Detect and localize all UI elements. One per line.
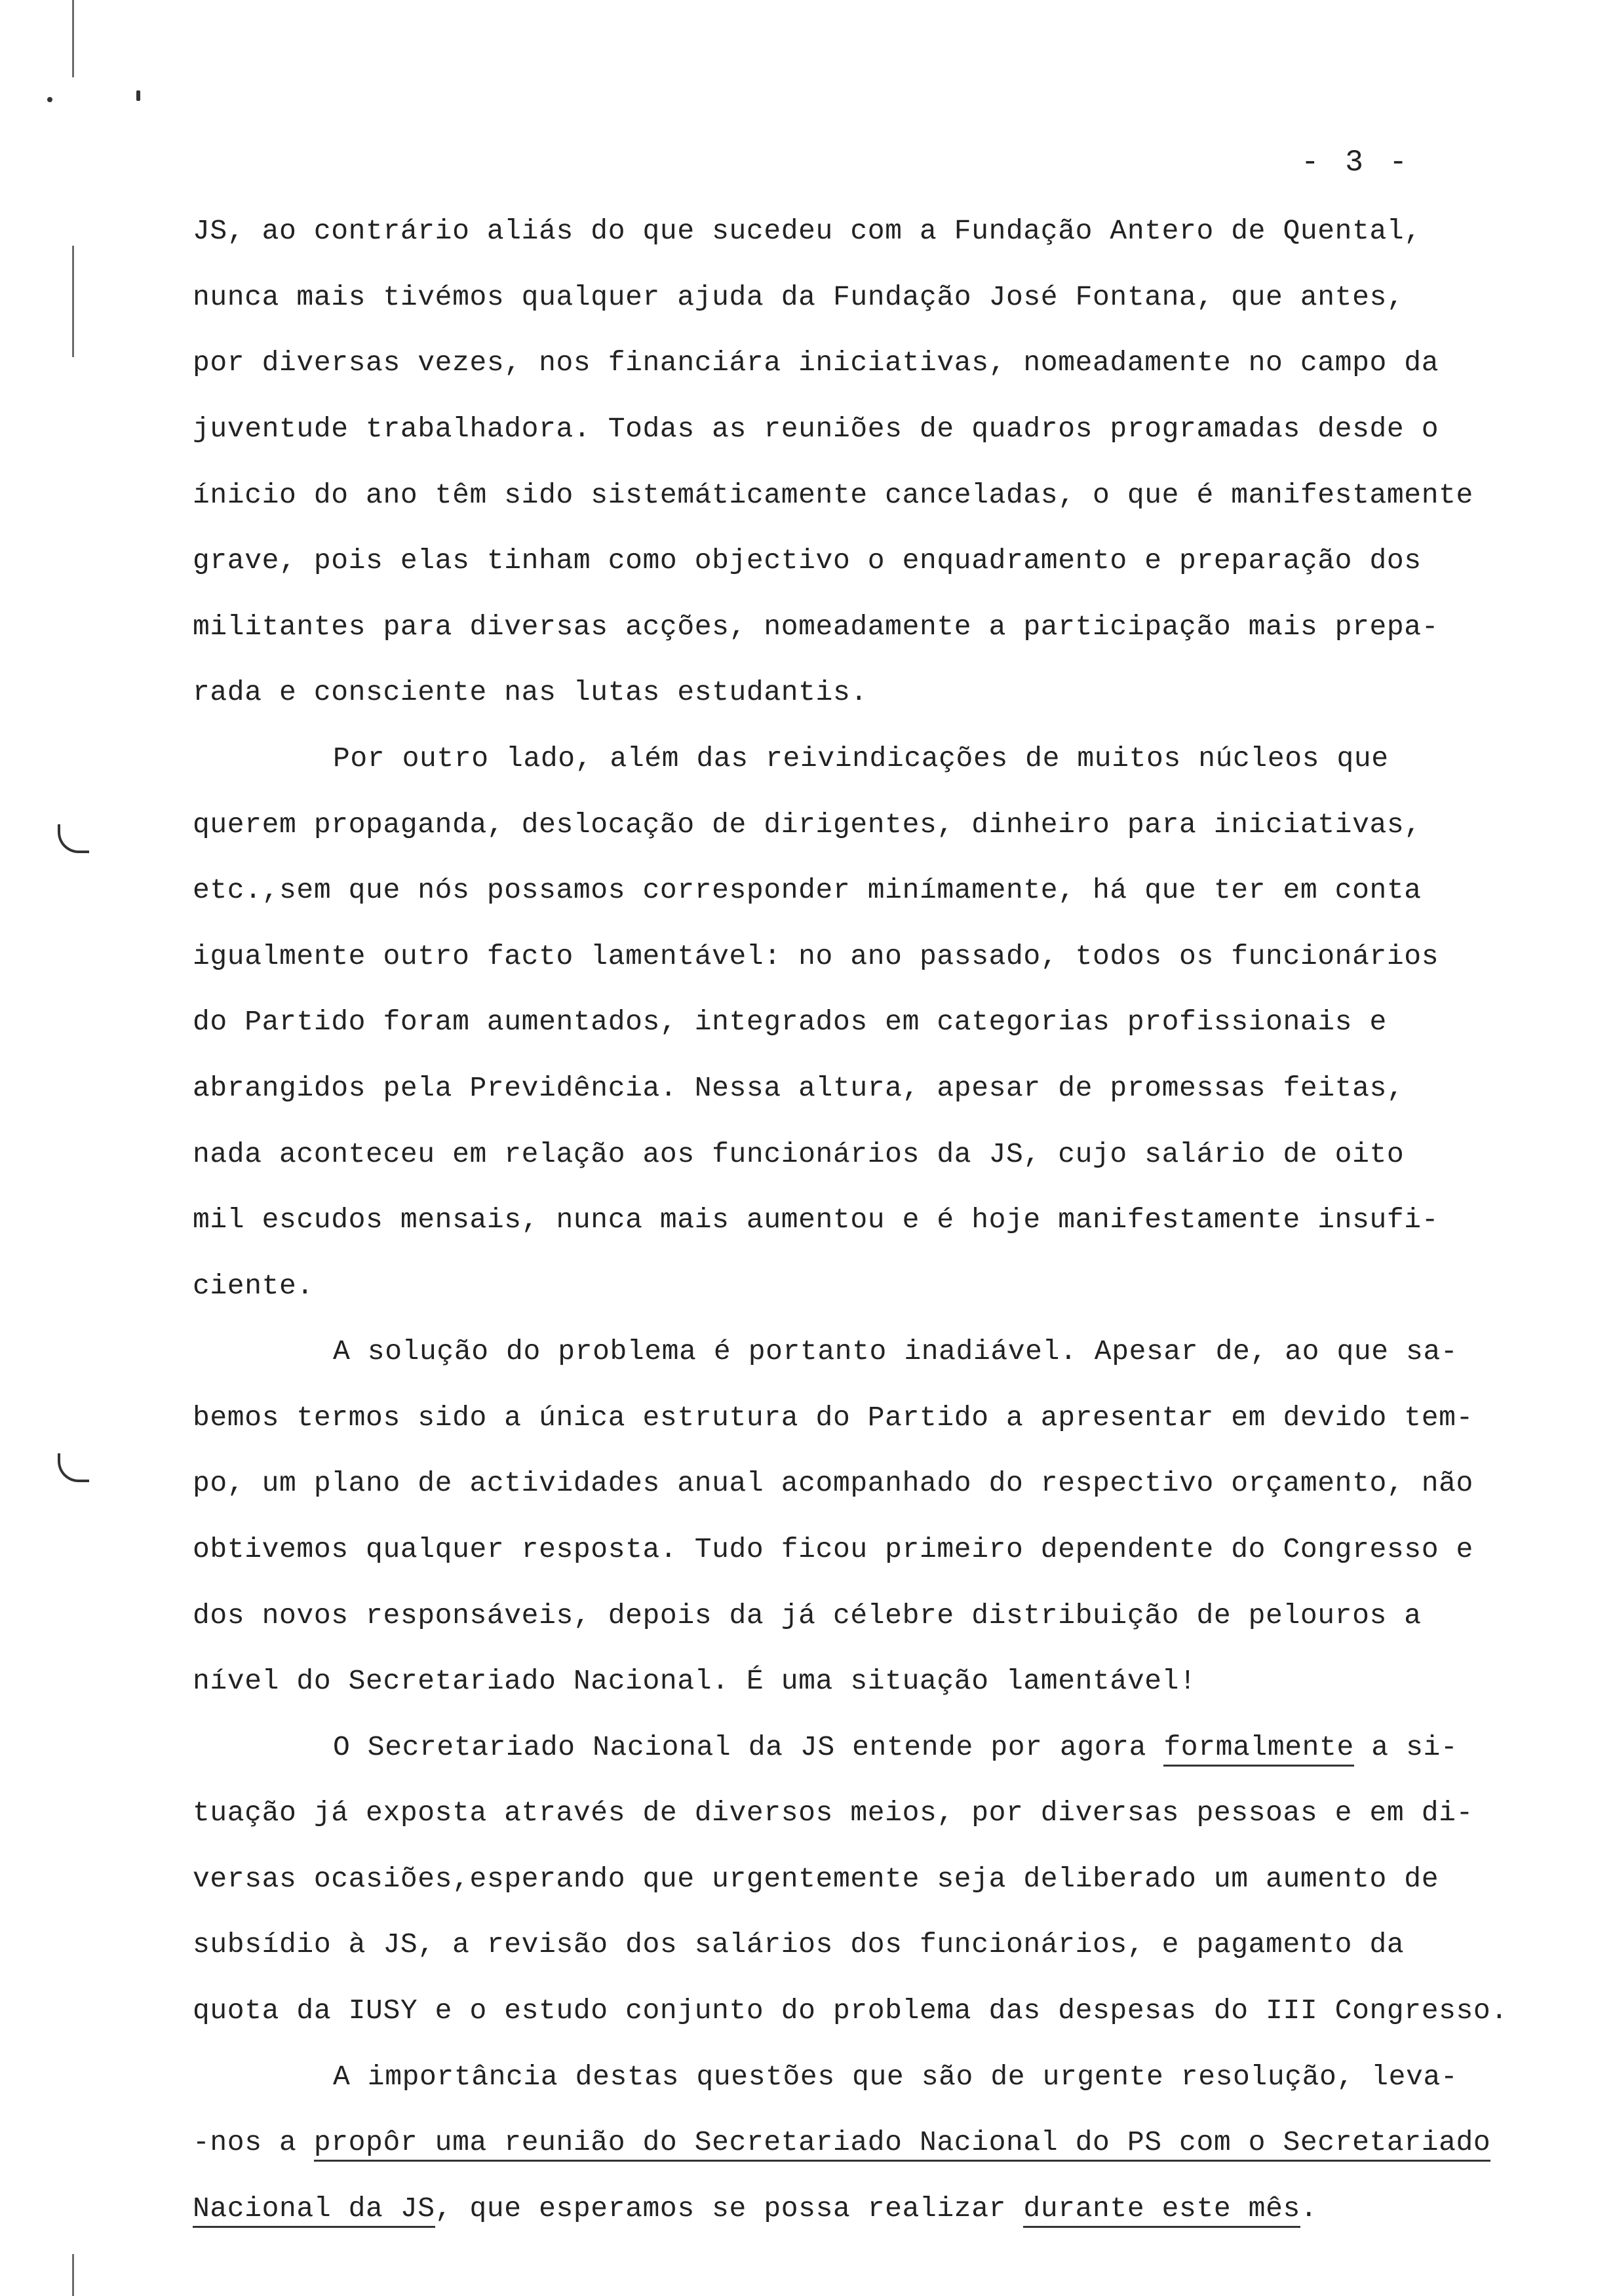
text-line: nada aconteceu em relação aos funcionários da JS, cujo salário de oito: [193, 1138, 1405, 1170]
margin-check-mark: [58, 824, 89, 853]
left-margin-rule-middle: [72, 246, 74, 357]
paragraph-first-line: [333, 1728, 1458, 1767]
text-line: bemos termos sido a única estrutura do Partido a apresentar em devido tem-: [193, 1402, 1473, 1434]
paragraph-first-line: A solução do problema é portanto inadiável. Apesar de, ao que sa-: [333, 1335, 1458, 1368]
text-line: dos novos responsáveis, depois da já célebre distribuição de pelouros a: [193, 1599, 1422, 1632]
text-segment: -nos a: [193, 2126, 314, 2158]
text-line: obtivemos qualquer resposta. Tudo ficou primeiro dependente do Congresso e: [193, 1533, 1473, 1565]
left-margin-rule-top: [72, 0, 74, 77]
text-line: JS, ao contrário aliás do que sucedeu com a Fundação Antero de Quental,: [193, 215, 1422, 247]
text-line: quota da IUSY e o estudo conjunto do problema das despesas do III Congresso.: [193, 1995, 1508, 2027]
text-line: por diversas vezes, nos financiára iniciativas, nomeadamente no campo da: [193, 347, 1439, 379]
text-segment: O Secretariado Nacional da JS entende por agora: [333, 1731, 1164, 1763]
text-line: grave, pois elas tinham como objectivo o enquadramento e preparação dos: [193, 545, 1422, 577]
margin-speck: [136, 90, 140, 101]
text-line: rada e consciente nas lutas estudantis.: [193, 676, 868, 708]
text-line: mil escudos mensais, nunca mais aumentou e é hoje manifestamente insufi-: [193, 1204, 1439, 1236]
text-line: nível do Secretariado Nacional. É uma situação lamentável!: [193, 1665, 1197, 1697]
text-line: abrangidos pela Previdência. Nessa altura, apesar de promessas feitas,: [193, 1072, 1405, 1104]
text-segment: , que esperamos se possa realizar: [435, 2192, 1024, 2225]
page-number: - 3 -: [1301, 145, 1412, 180]
text-line: do Partido foram aumentados, integrados em categorias profissionais e: [193, 1006, 1387, 1038]
text-line: igualmente outro facto lamentável: no ano passado, todos os funcionários: [193, 940, 1439, 972]
text-line: ciente.: [193, 1270, 314, 1302]
text-line: nunca mais tivémos qualquer ajuda da Fundação José Fontana, que antes,: [193, 281, 1405, 313]
margin-speck: [47, 97, 52, 102]
text-line: militantes para diversas acções, nomeadamente a participação mais prepa-: [193, 611, 1439, 643]
text-line: etc.,sem que nós possamos corresponder minímamente, há que ter em conta: [193, 874, 1422, 906]
text-line: tuação já exposta através de diversos meios, por diversas pessoas e em di-: [193, 1797, 1473, 1829]
underlined-text: Nacional da JS: [193, 2192, 435, 2228]
text-line: querem propaganda, deslocação de dirigentes, dinheiro para iniciativas,: [193, 809, 1422, 841]
text-line: versas ocasiões,esperando que urgentemente seja deliberado um aumento de: [193, 1863, 1439, 1895]
underlined-text: formalmente: [1163, 1731, 1353, 1767]
margin-check-mark: [58, 1453, 89, 1482]
underlined-text: durante este mês: [1023, 2192, 1300, 2228]
text-line: subsídio à JS, a revisão dos salários dos funcionários, e pagamento da: [193, 1928, 1405, 1961]
paragraph-first-line: A importância destas questões que são de urgente resolução, leva-: [333, 2061, 1458, 2093]
paragraph-first-line: Por outro lado, além das reivindicações de muitos núcleos que: [333, 742, 1389, 775]
text-line: [193, 2123, 1490, 2162]
underlined-text: propôr uma reunião do Secretariado Nacional do PS com o Secretariado: [314, 2126, 1491, 2162]
text-line: po, um plano de actividades anual acompanhado do respectivo orçamento, não: [193, 1467, 1473, 1499]
left-margin-rule-bottom: [72, 2254, 74, 2296]
text-segment: a si-: [1353, 1731, 1458, 1763]
text-segment: .: [1300, 2192, 1318, 2225]
text-line: juventude trabalhadora. Todas as reuniões de quadros programadas desde o: [193, 413, 1439, 445]
text-line: ínicio do ano têm sido sistemáticamente canceladas, o que é manifestamente: [193, 479, 1473, 511]
text-line: [193, 2189, 1317, 2229]
